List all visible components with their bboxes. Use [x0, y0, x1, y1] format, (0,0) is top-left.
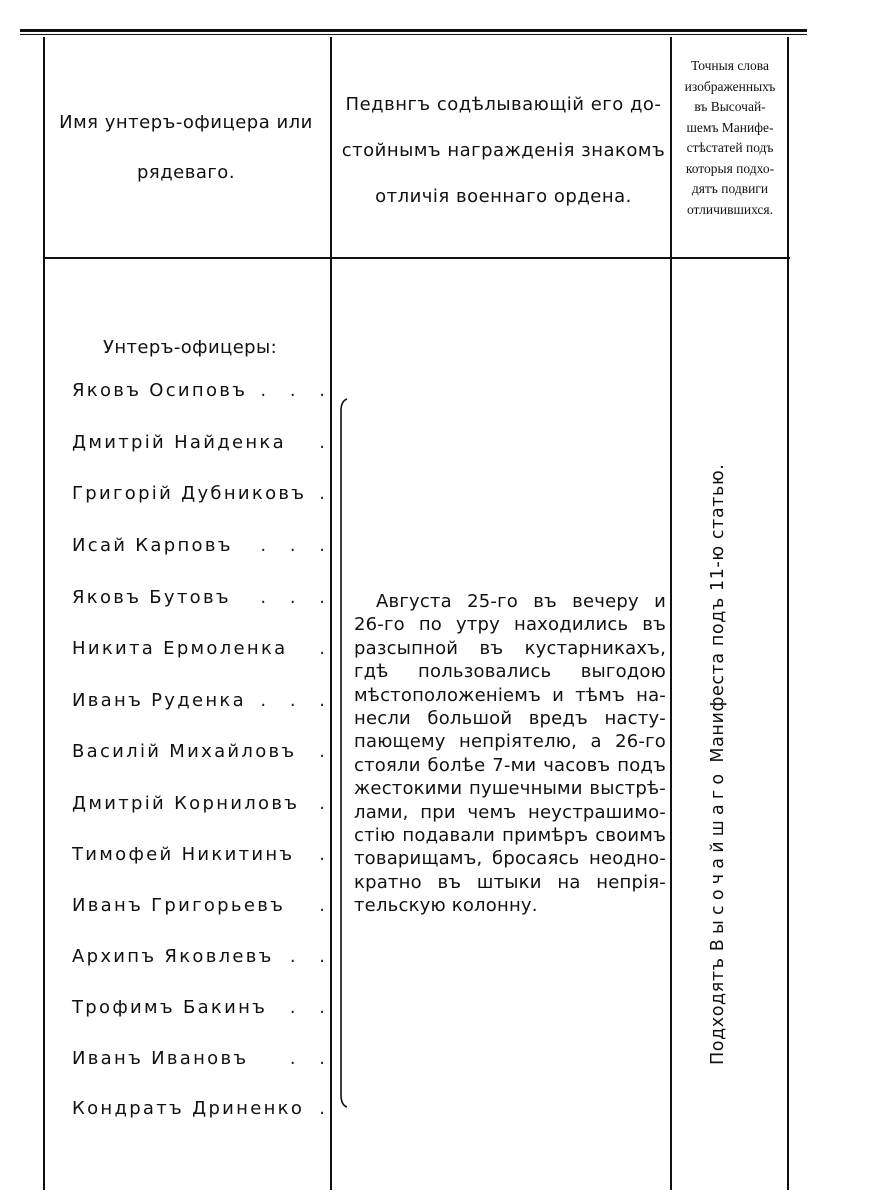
header-article-line: которыя подхо-: [685, 160, 775, 176]
soldier-name: Яковъ Осиповъ: [72, 380, 248, 401]
soldier-name: Никита Ермоленка: [72, 638, 288, 659]
deed-line: товарищамъ, бросаясь неодно-: [354, 848, 666, 870]
header-article-line: дятъ подвиги: [691, 181, 769, 196]
deed-line: тельскую колонну.: [354, 895, 538, 917]
leader-dots: . .: [289, 1048, 334, 1069]
article-part: Подходятъ: [708, 957, 728, 1065]
soldier-name: Архипъ Яковлевъ: [72, 946, 274, 967]
group-label-nco: Унтеръ-офицеры:: [103, 337, 278, 358]
soldier-row: [72, 793, 334, 823]
leader-dots: .: [319, 844, 334, 865]
header-name-column: [46, 98, 326, 198]
header-article-line: изображенныхъ: [684, 78, 776, 94]
soldier-name: Иванъ Ивановъ: [72, 1048, 249, 1069]
soldier-name: Дмитрій Корниловъ: [72, 793, 300, 814]
leader-dots: . . .: [260, 587, 334, 608]
soldier-name: Иванъ Григорьевъ: [72, 895, 286, 916]
deed-line: несли большой вредъ насту-: [354, 707, 666, 729]
soldier-row: [72, 587, 334, 617]
header-bottom-rule: [44, 257, 790, 259]
deed-line: пающему непріятелю, а 26-го: [354, 731, 666, 753]
header-name-line: рядеваго.: [136, 162, 236, 183]
deed-line: кратно въ штыки на непрія-: [354, 871, 666, 893]
soldier-row: [72, 690, 334, 720]
soldier-row: [72, 1098, 334, 1128]
soldier-name: Иванъ Руденка: [72, 690, 246, 711]
header-deed-line: отличія военнаго ордена.: [375, 186, 632, 207]
soldier-row: [72, 895, 334, 925]
deed-line: жестокими пушечными выстрѣ-: [354, 778, 666, 800]
deed-line: стояли болѣе 7-ми часовъ подъ: [354, 754, 666, 776]
deed-line: разсыпной въ кустарникахъ,: [354, 637, 666, 659]
header-article-line: стѣстатей подъ: [686, 140, 774, 155]
header-deed-line: стойнымъ награжденія знакомъ: [341, 140, 666, 161]
soldier-name: Тимофей Никитинъ: [72, 844, 295, 865]
grouping-brace: [337, 397, 349, 1109]
soldier-row: [72, 638, 334, 668]
deed-description: [354, 590, 666, 917]
leader-dots: .: [319, 638, 334, 659]
soldier-name: Исай Карповъ: [72, 535, 233, 556]
soldier-row: [72, 432, 334, 462]
leader-dots: . .: [289, 946, 334, 967]
article-part-emphasis: Высочайшаго: [708, 768, 728, 952]
header-article-line: въ Высочай-: [694, 99, 766, 114]
deed-line: Августа 25-го въ вечеру и: [376, 591, 666, 612]
deed-line: мѣстоположеніемъ и тѣмъ на-: [354, 684, 666, 706]
leader-dots: .: [319, 793, 334, 814]
soldier-name: Василій Михайловъ: [72, 741, 297, 762]
soldier-name: Григорій Дубниковъ: [72, 483, 307, 504]
left-table-border: [43, 37, 45, 1190]
deed-line: 26-го по утру находились въ: [354, 614, 666, 636]
soldier-row: [72, 380, 334, 410]
header-deed-line: Педвнгъ содѣлывающій его до-: [345, 94, 662, 115]
header-article-column: [672, 56, 788, 220]
soldier-row: [72, 741, 334, 771]
article-reference-text: [688, 425, 748, 1065]
soldier-row: [72, 1048, 334, 1078]
deed-line: лами, при чемъ неустрашимо-: [354, 801, 666, 823]
header-article-line: шемъ Манифе-: [686, 119, 774, 135]
header-name-line: Имя унтеръ-офицера или: [59, 112, 313, 133]
leader-dots: .: [319, 895, 334, 916]
leader-dots: . . .: [260, 690, 334, 711]
soldier-row: [72, 946, 334, 976]
soldier-name: Дмитрій Найденка: [72, 432, 286, 453]
header-article-line: Точныя слова: [691, 58, 769, 73]
soldier-row: [72, 483, 334, 513]
leader-dots: . . .: [260, 535, 334, 556]
leader-dots: .: [319, 483, 334, 504]
deed-line: стію подавали примѣръ своимъ: [354, 824, 666, 846]
leader-dots: . . .: [260, 380, 334, 401]
leader-dots: .: [319, 741, 334, 762]
deed-line: гдѣ пользовались выгодою: [354, 661, 666, 683]
top-border-rule: [20, 29, 807, 32]
article-part: Манифеста подъ 11-ю статью.: [708, 463, 728, 763]
soldier-name: Кондратъ Дриненко: [72, 1098, 305, 1119]
soldier-name: Яковъ Бутовъ: [72, 587, 231, 608]
soldier-row: [72, 535, 334, 565]
header-deed-column: [336, 82, 671, 220]
leader-dots: .: [319, 432, 334, 453]
leader-dots: . .: [289, 997, 334, 1018]
soldier-row: [72, 844, 334, 874]
soldier-name: Трофимъ Бакинъ: [72, 997, 268, 1018]
header-article-line: отличившихся.: [686, 201, 774, 217]
top-border-rule-thin: [20, 34, 807, 35]
soldier-row: [72, 997, 334, 1027]
leader-dots: .: [319, 1098, 334, 1119]
